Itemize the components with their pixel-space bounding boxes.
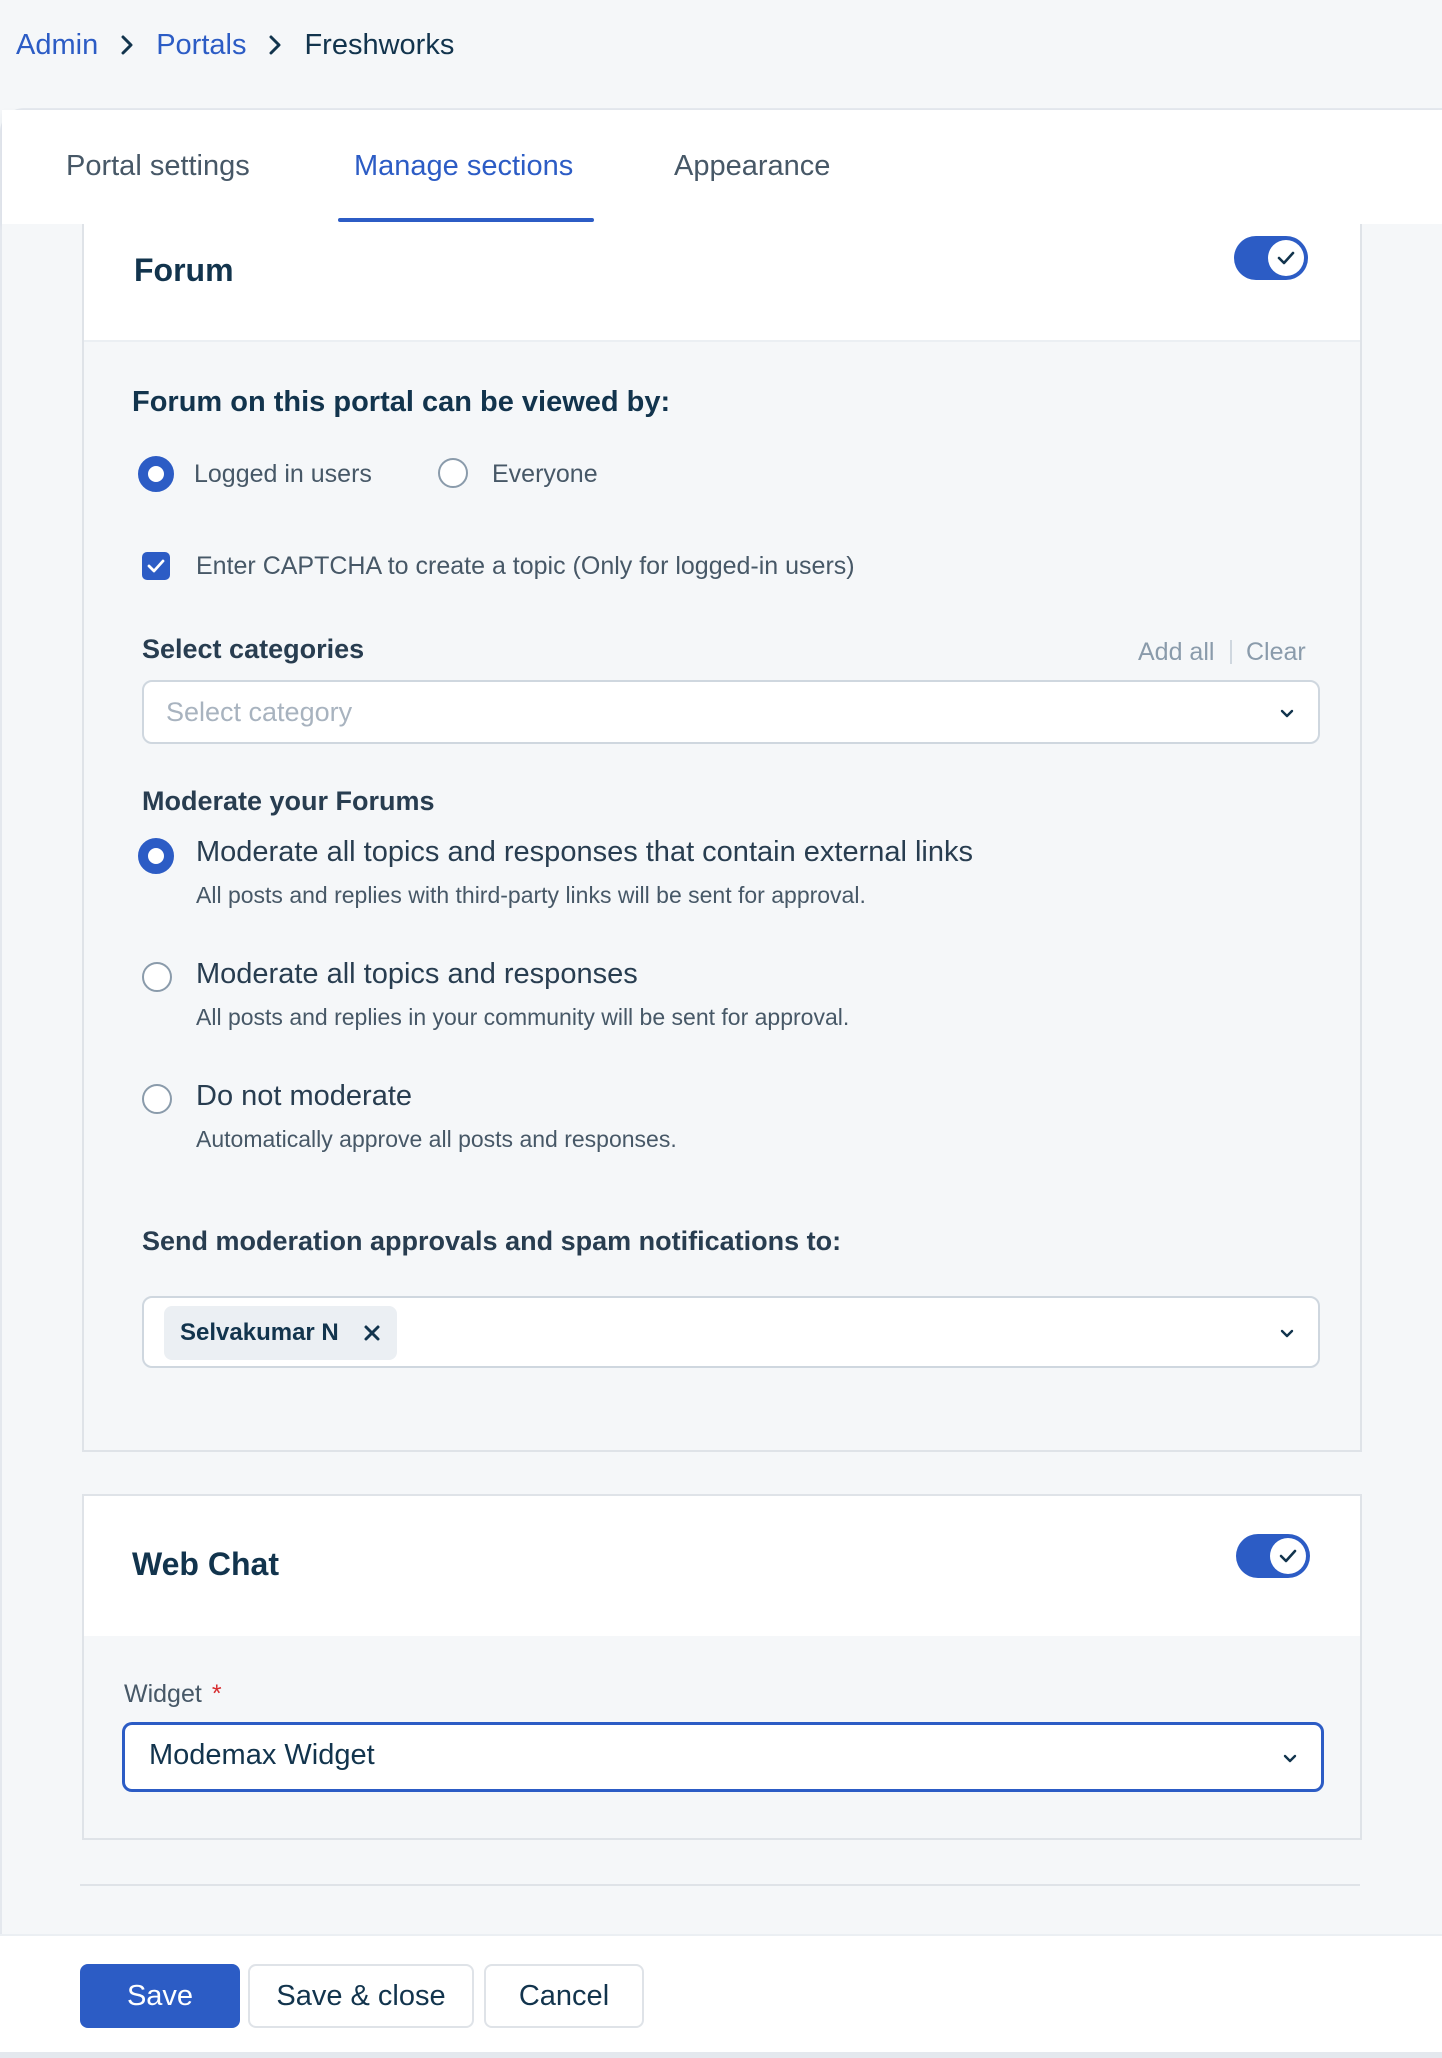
moderate-all-description: All posts and replies in your community will be sent for approval.	[196, 1004, 850, 1030]
save-and-close-button[interactable]: Save & close	[248, 1964, 474, 2028]
widget-label-text: Widget	[124, 1680, 202, 1708]
active-tab-indicator	[338, 218, 594, 222]
notifications-label: Send moderation approvals and spam notifications to:	[142, 1226, 842, 1256]
save-button[interactable]: Save	[80, 1964, 240, 2028]
required-asterisk: *	[211, 1680, 222, 1708]
select-categories-label: Select categories	[142, 634, 365, 664]
clear-categories-link[interactable]: Clear	[1246, 638, 1306, 666]
widget-label	[124, 1680, 222, 1709]
link-divider	[1230, 640, 1232, 664]
forum-section-title: Forum	[134, 252, 234, 288]
forum-section-header	[84, 224, 1360, 342]
chevron-right-icon	[118, 36, 136, 54]
do-not-moderate-radio[interactable]	[142, 1084, 172, 1114]
recipient-chip	[164, 1306, 397, 1360]
tab-appearance[interactable]: Appearance	[674, 150, 831, 182]
forum-section-card	[82, 224, 1362, 1452]
moderate-external-links-radio[interactable]	[138, 838, 174, 874]
category-select[interactable]	[142, 680, 1320, 744]
moderate-forums-label: Moderate your Forums	[142, 786, 435, 816]
do-not-moderate-title: Do not moderate	[196, 1080, 413, 1112]
do-not-moderate-description: Automatically approve all posts and responses.	[196, 1126, 677, 1152]
add-all-categories-link[interactable]: Add all	[1138, 638, 1215, 666]
tab-manage-sections[interactable]: Manage sections	[354, 150, 574, 182]
footer-action-bar	[0, 1934, 1442, 2058]
moderate-all-title: Moderate all topics and responses	[196, 958, 638, 990]
web-chat-section-title: Web Chat	[132, 1546, 279, 1582]
breadcrumb-portals-link[interactable]: Portals	[156, 28, 247, 61]
web-chat-section-header	[84, 1496, 1360, 1636]
check-icon	[1268, 240, 1304, 276]
check-icon	[147, 559, 165, 573]
bottom-edge	[0, 2052, 1442, 2058]
captcha-checkbox[interactable]	[142, 552, 170, 580]
visibility-logged-in-radio[interactable]	[138, 456, 174, 492]
captcha-label: Enter CAPTCHA to create a topic (Only for logged-in users)	[196, 552, 855, 580]
chevron-down-icon	[1278, 1324, 1296, 1342]
content-panel	[0, 108, 1442, 2058]
breadcrumb-admin-link[interactable]: Admin	[16, 28, 99, 61]
breadcrumb-current: Freshworks	[304, 28, 455, 61]
moderate-external-links-description: All posts and replies with third-party links will be sent for approval.	[196, 882, 866, 908]
check-icon	[1270, 1538, 1306, 1574]
category-select-placeholder: Select category	[166, 697, 353, 727]
tab-bar	[2, 110, 1442, 224]
widget-select-value: Modemax Widget	[149, 1739, 375, 1771]
sections-scroll-area[interactable]	[2, 224, 1442, 1964]
moderate-external-links-title: Moderate all topics and responses that contain external links	[196, 836, 973, 868]
section-divider	[80, 1884, 1360, 1886]
breadcrumb	[16, 22, 454, 68]
notification-recipients-select[interactable]	[142, 1296, 1320, 1368]
web-chat-enabled-toggle[interactable]	[1236, 1534, 1310, 1578]
moderate-all-radio[interactable]	[142, 962, 172, 992]
tab-portal-settings[interactable]: Portal settings	[66, 150, 250, 182]
chevron-down-icon	[1281, 1749, 1299, 1767]
close-icon[interactable]	[363, 1324, 381, 1342]
chevron-down-icon	[1278, 704, 1296, 722]
visibility-logged-in-label: Logged in users	[194, 460, 372, 488]
forum-visibility-label: Forum on this portal can be viewed by:	[132, 386, 671, 418]
visibility-everyone-label: Everyone	[492, 460, 598, 488]
web-chat-section-card	[82, 1494, 1362, 1840]
widget-select[interactable]	[122, 1722, 1324, 1792]
chevron-right-icon	[266, 36, 284, 54]
recipient-chip-label: Selvakumar N	[180, 1319, 339, 1346]
visibility-everyone-radio[interactable]	[438, 458, 468, 488]
forum-enabled-toggle[interactable]	[1234, 236, 1308, 280]
cancel-button[interactable]: Cancel	[484, 1964, 644, 2028]
